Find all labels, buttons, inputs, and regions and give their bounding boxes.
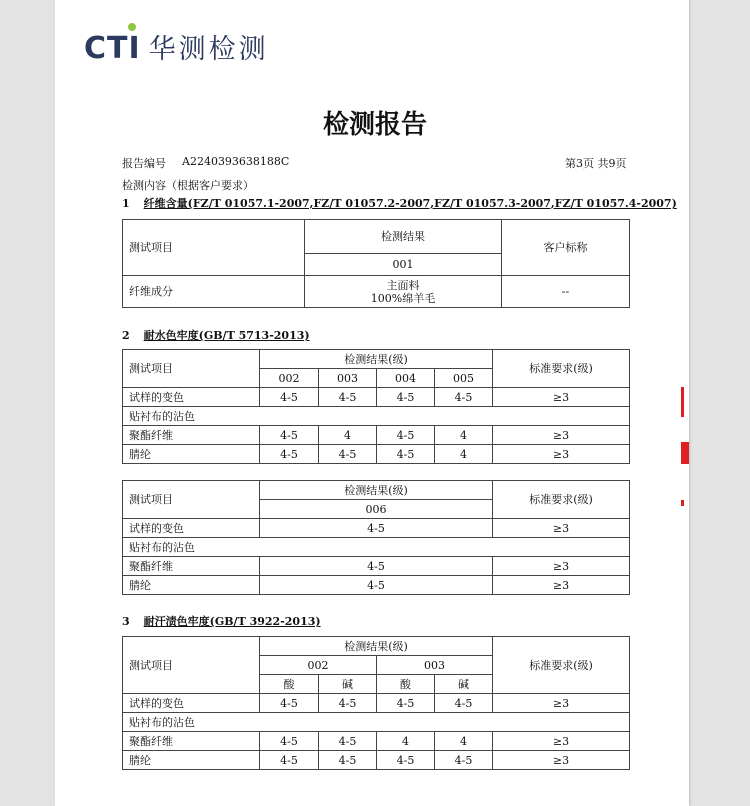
seal-fragment (681, 387, 684, 417)
row-client: -- (502, 276, 630, 308)
cell: 4-5 (377, 694, 435, 713)
table-row (123, 694, 630, 713)
std: ≥3 (493, 694, 630, 713)
row-label: 腈纶 (123, 445, 260, 464)
table-row (123, 751, 630, 770)
cell: 4 (435, 426, 493, 445)
sample: 004 (377, 369, 435, 388)
std: ≥3 (493, 445, 630, 464)
water-fastness-table-2 (122, 480, 630, 595)
section-title: 纤维含量(FZ/T 01057.1-2007,FZ/T 01057.2-2007,FZ/T 01057.3-2007,FZ/T 01057.4-2007) (143, 197, 677, 210)
logo-chinese: 华测检测 (148, 34, 269, 65)
std: ≥3 (493, 519, 630, 538)
fiber-content-table (122, 219, 630, 308)
table-row (123, 576, 630, 595)
header-std: 标准要求(级) (493, 637, 630, 694)
section-number: 3 (122, 615, 130, 628)
sample: 003 (377, 656, 493, 675)
table-row (123, 538, 630, 557)
header-item: 测试项目 (123, 481, 260, 519)
sample: 003 (319, 369, 377, 388)
row-label: 试样的变色 (123, 519, 260, 538)
cell: 4-5 (260, 732, 319, 751)
part: 主面料 (386, 278, 420, 292)
cell: 4-5 (377, 426, 435, 445)
sample: 005 (435, 369, 493, 388)
row-label: 贴衬布的沾色 (123, 713, 630, 732)
row-label: 纤维成分 (123, 276, 305, 308)
table-row (123, 557, 630, 576)
water-fastness-table-1 (122, 349, 630, 464)
cell: 4-5 (260, 426, 319, 445)
section-number: 2 (122, 329, 130, 342)
std: ≥3 (493, 732, 630, 751)
cell: 4-5 (260, 751, 319, 770)
row-label: 聚酯纤维 (123, 426, 260, 445)
row-label: 贴衬布的沾色 (123, 407, 630, 426)
sample: 002 (260, 656, 377, 675)
row-label: 聚酯纤维 (123, 557, 260, 576)
row-label: 试样的变色 (123, 388, 260, 407)
section-title: 耐水色牢度(GB/T 5713-2013) (143, 329, 310, 342)
perspiration-fastness-table (122, 636, 630, 770)
row-label: 腈纶 (123, 576, 260, 595)
std: ≥3 (493, 426, 630, 445)
page-info: 第3页 共9页 (565, 157, 627, 170)
cti-logo (84, 27, 269, 66)
cell: 4-5 (377, 445, 435, 464)
seal-fragment (681, 442, 689, 464)
cell: 4-5 (319, 445, 377, 464)
section-title: 耐汗渍色牢度(GB/T 3922-2013) (143, 615, 321, 628)
std: ≥3 (493, 576, 630, 595)
sample: 006 (260, 500, 493, 519)
row-result (305, 276, 502, 308)
header-item: 测试项目 (123, 220, 305, 276)
section-number: 1 (122, 197, 130, 210)
cell: 4 (435, 445, 493, 464)
cell: 4-5 (260, 694, 319, 713)
header-std: 标准要求(级) (493, 481, 630, 519)
table-row (123, 713, 630, 732)
table-row (123, 732, 630, 751)
header-std: 标准要求(级) (493, 350, 630, 388)
section-1-heading (122, 195, 677, 211)
cell: 4-5 (319, 732, 377, 751)
table-row (123, 426, 630, 445)
cell: 4-5 (260, 519, 493, 538)
value: 100%绵羊毛 (370, 291, 436, 305)
sample: 002 (260, 369, 319, 388)
header-result: 检测结果 (305, 220, 502, 254)
header-sample: 001 (305, 254, 502, 276)
report-title: 检测报告 (322, 110, 427, 140)
header-result: 检测结果(级) (260, 637, 493, 656)
row-label: 试样的变色 (123, 694, 260, 713)
header-item: 测试项目 (123, 350, 260, 388)
cell: 4-5 (260, 557, 493, 576)
cell: 4-5 (377, 388, 435, 407)
table-row (123, 407, 630, 426)
logo-latin: CTI (84, 31, 141, 66)
cell: 4-5 (260, 576, 493, 595)
cell: 4-5 (260, 445, 319, 464)
cell: 4-5 (435, 388, 493, 407)
header-item: 测试项目 (123, 637, 260, 694)
seal-fragment (681, 500, 684, 506)
cell: 4-5 (435, 694, 493, 713)
section-2-heading (122, 327, 310, 343)
sub-header: 碱 (319, 675, 377, 694)
section-3-heading (122, 613, 321, 629)
header-client: 客户标称 (502, 220, 630, 276)
table-row (123, 388, 630, 407)
header-result: 检测结果(级) (260, 481, 493, 500)
cell: 4 (435, 732, 493, 751)
cell: 4-5 (377, 751, 435, 770)
cell: 4 (319, 426, 377, 445)
row-label: 聚酯纤维 (123, 732, 260, 751)
sub-header: 碱 (435, 675, 493, 694)
std: ≥3 (493, 557, 630, 576)
cell: 4-5 (319, 694, 377, 713)
sub-header: 酸 (260, 675, 319, 694)
cell: 4-5 (435, 751, 493, 770)
cell: 4-5 (319, 388, 377, 407)
table-row (123, 519, 630, 538)
content-label: 检测内容（根据客户要求） (122, 179, 254, 192)
std: ≥3 (493, 388, 630, 407)
report-number-label: 报告编号 (122, 157, 166, 170)
header-result: 检测结果(级) (260, 350, 493, 369)
cell: 4-5 (260, 388, 319, 407)
cell: 4-5 (319, 751, 377, 770)
row-label: 腈纶 (123, 751, 260, 770)
table-row (123, 445, 630, 464)
report-number: A2240393638188C (182, 155, 290, 168)
cell: 4 (377, 732, 435, 751)
std: ≥3 (493, 751, 630, 770)
sub-header: 酸 (377, 675, 435, 694)
row-label: 贴衬布的沾色 (123, 538, 630, 557)
